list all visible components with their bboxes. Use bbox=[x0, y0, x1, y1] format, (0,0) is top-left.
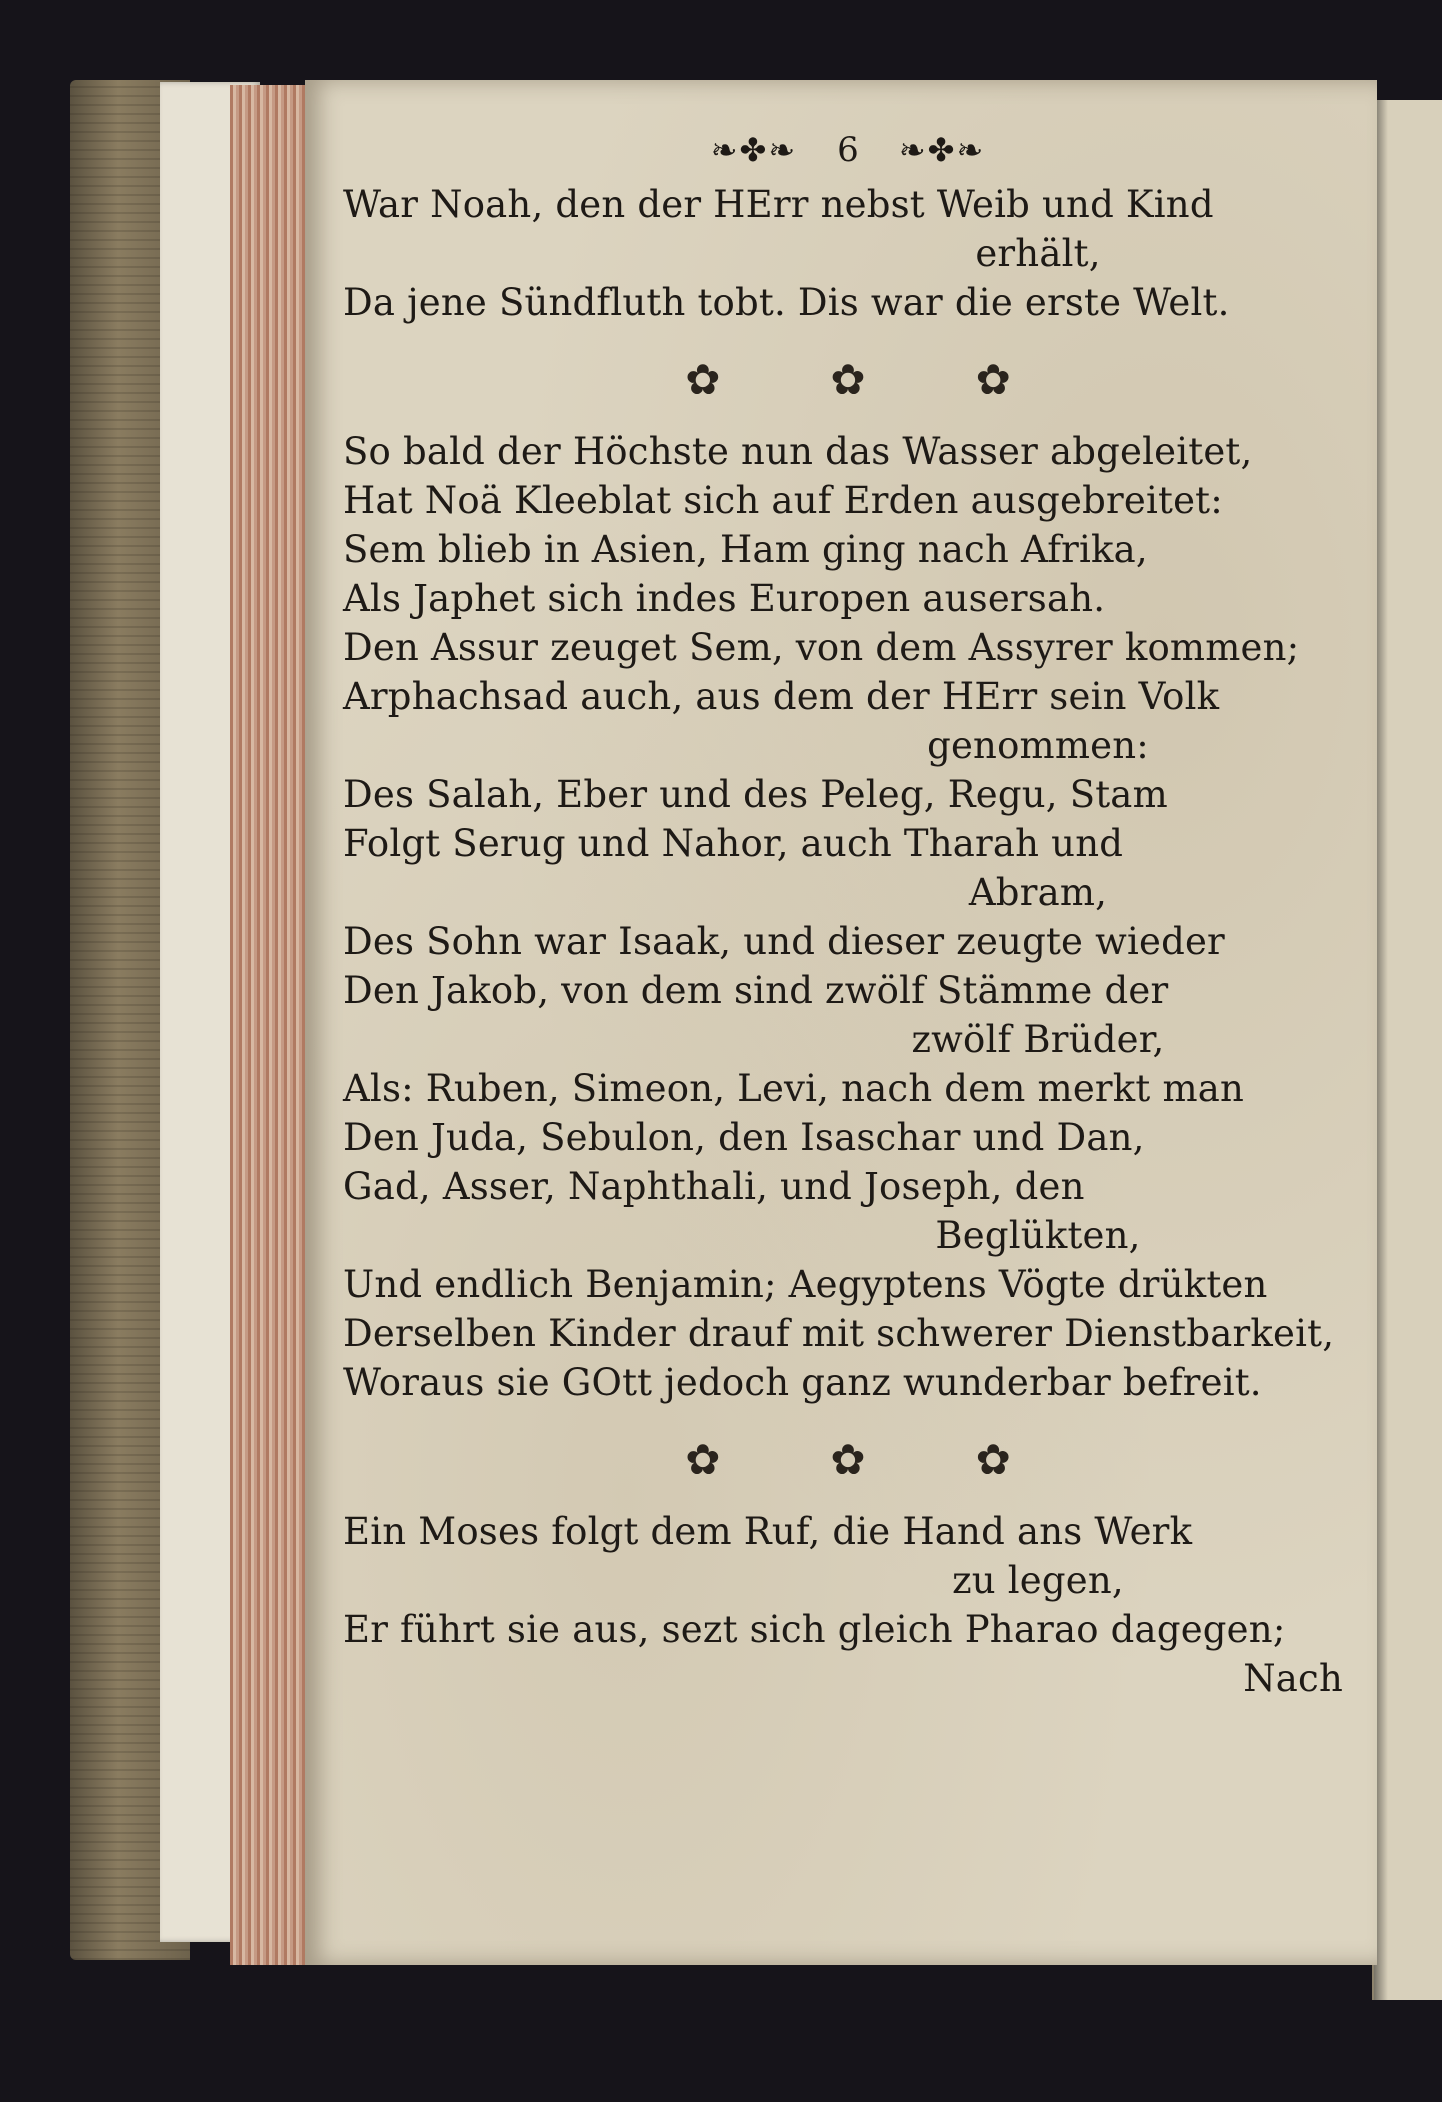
flower-ornament-icon: ✿ bbox=[975, 354, 1011, 404]
book-page bbox=[305, 80, 1377, 1965]
text-line: Arphachsad auch, aus dem der HErr sein Volk bbox=[343, 675, 1220, 718]
header-ornament-left: ❧✤❧ bbox=[710, 131, 798, 169]
page-number: 6 bbox=[837, 130, 859, 170]
text-line: Des Salah, Eber und des Peleg, Regu, Stam bbox=[343, 773, 1168, 816]
text-line: Als: Ruben, Simeon, Levi, nach dem merkt man bbox=[343, 1067, 1245, 1110]
text-line: Derselben Kinder drauf mit schwerer Dienstbarkeit, bbox=[343, 1312, 1335, 1355]
text-line: Gad, Asser, Naphthali, und Joseph, den bbox=[343, 1165, 1085, 1208]
text-line: Beglükten, bbox=[935, 1214, 1141, 1257]
text-line: Des Sohn war Isaak, und dieser zeugte wieder bbox=[343, 920, 1225, 963]
text-line: Folgt Serug und Nahor, auch Tharah und bbox=[343, 822, 1124, 865]
flower-divider bbox=[343, 1419, 1353, 1499]
page-edges bbox=[230, 85, 305, 1965]
facing-page-edge bbox=[1372, 100, 1442, 2000]
text-line: Ein Moses folgt dem Ruf, die Hand ans Werk bbox=[343, 1510, 1193, 1553]
flower-divider bbox=[343, 339, 1353, 419]
flower-ornament-icon: ✿ bbox=[975, 1434, 1011, 1484]
flower-ornament-icon: ✿ bbox=[685, 1434, 721, 1484]
flower-ornament-icon: ✿ bbox=[830, 354, 866, 404]
text-line: So bald der Höchste nun das Wasser abgeleitet, bbox=[343, 430, 1253, 473]
stanza-2 bbox=[343, 427, 1353, 1407]
text-line: Abram, bbox=[968, 871, 1108, 914]
text-line: Den Assur zeuget Sem, von dem Assyrer kommen; bbox=[343, 626, 1300, 669]
page-text bbox=[343, 120, 1353, 1703]
text-line: Und endlich Benjamin; Aegyptens Vögte drükten bbox=[343, 1263, 1268, 1306]
text-line: Als Japhet sich indes Europen ausersah. bbox=[343, 577, 1106, 620]
text-line: zwölf Brüder, bbox=[911, 1018, 1165, 1061]
text-line: zu legen, bbox=[952, 1559, 1124, 1602]
text-line: Da jene Sündfluth tobt. Dis war die erste Welt. bbox=[343, 281, 1230, 324]
flower-ornament-icon: ✿ bbox=[685, 354, 721, 404]
text-line: War Noah, den der HErr nebst Weib und Kind bbox=[343, 183, 1214, 226]
text-line: erhält, bbox=[975, 232, 1101, 275]
stanza-3 bbox=[343, 1507, 1353, 1703]
text-line: Sem blieb in Asien, Ham ging nach Afrika, bbox=[343, 528, 1148, 571]
text-line: genommen: bbox=[927, 724, 1149, 767]
text-line: Hat Noä Kleeblat sich auf Erden ausgebreitet: bbox=[343, 479, 1223, 522]
catchword: Nach bbox=[1243, 1657, 1343, 1700]
text-line: Den Juda, Sebulon, den Isaschar und Dan, bbox=[343, 1116, 1145, 1159]
text-line: Er führt sie aus, sezt sich gleich Pharao dagegen; bbox=[343, 1608, 1286, 1651]
stanza-1 bbox=[343, 180, 1353, 327]
page-header bbox=[343, 120, 1353, 180]
flower-ornament-icon: ✿ bbox=[830, 1434, 866, 1484]
text-line: Woraus sie GOtt jedoch ganz wunderbar befreit. bbox=[343, 1361, 1262, 1404]
header-ornament-right: ❧✤❧ bbox=[898, 131, 986, 169]
text-line: Den Jakob, von dem sind zwölf Stämme der bbox=[343, 969, 1169, 1012]
